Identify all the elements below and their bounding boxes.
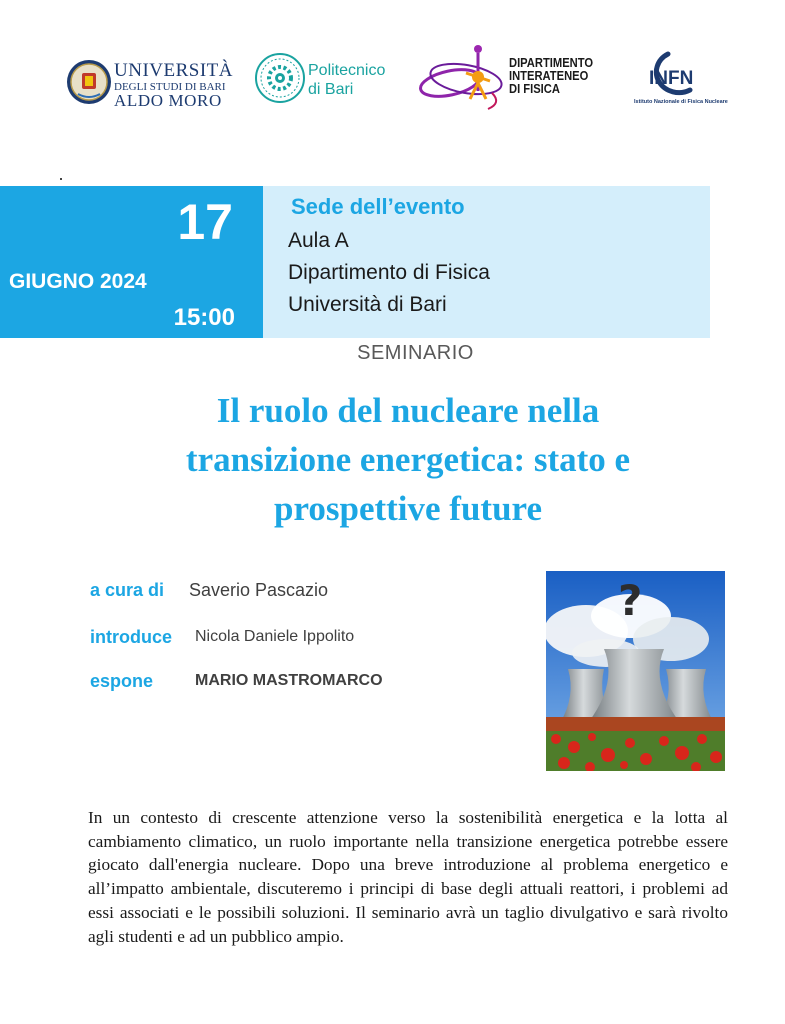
infn-swoosh-icon [632,50,710,96]
cooling-towers-photo [546,571,725,771]
event-month-year: GIUGNO 2024 [9,270,147,293]
event-day: 17 [177,194,233,250]
curator-name: Saverio Pascazio [189,580,329,600]
venue-block [263,186,710,338]
university-seal-icon [66,56,112,108]
svg-text:?: ? [618,576,643,625]
venue-room: Aula A [288,229,349,252]
logo-infn-name: INFN [649,68,694,89]
abstract-paragraph: In un contesto di crescente attenzione verso la sostenibilità energetica e la lotta al cambiamento climatico, un ruolo importante nella transizione energetica potrebbe essere giocato dall'energia nucleare. Dopo una breve introduzione al problema energetico e all’impatto ambientale, discuteremo i principi di base degli attuali reattori, i problemi ad essi associati e le possibili soluzioni. Il seminario avrà un taglio divulgativo e sarà rivolto agli studenti e ad un pubblico ampio. [88,808,728,946]
seminar-title-line: prospettive future [274,489,542,528]
logo-dif-line2: INTERATENEO [509,68,589,83]
logo-dif-line3: DI FISICA [509,81,560,96]
logo-dif-line1: DIPARTIMENTO [509,55,594,70]
logo-dif-text [509,56,593,95]
logo-infn [632,50,762,110]
date-block [0,186,263,338]
logo-poliba-line1: Politecnico [308,62,386,79]
logo-politecnico-bari [254,48,394,110]
logo-infn-subtitle: Istituto Nazionale di Fisica Nucleare [634,99,728,105]
logo-poliba-line2: di Bari [308,81,354,98]
venue-university: Università di Bari [288,293,447,316]
venue-department: Dipartimento di Fisica [288,261,490,284]
gear-seal-icon [254,50,306,106]
seminar-title-line: Il ruolo del nucleare nella [216,391,600,430]
introducer-label: introduce [90,627,173,647]
seminar-title [40,386,776,533]
stray-dot [60,178,62,180]
event-time: 15:00 [173,304,235,331]
logo-uniba-line1: UNIVERSITÀ [114,60,233,81]
logo-uniba-line3: ALDO MORO [114,91,222,110]
introducer-name: Nicola Daniele Ippolito [195,628,355,645]
curator-label: a cura di [90,580,165,600]
venue-title: Sede dell’evento [291,194,465,219]
logo-universita-bari [66,54,233,110]
orbit-figure-icon [418,43,508,115]
seminar-title-line: transizione energetica: stato e [185,440,631,479]
seminar-kind: SEMINARIO [357,342,474,364]
logo-dipartimento-fisica [418,43,608,115]
speaker-name: MARIO MASTROMARCO [195,672,383,689]
speaker-label: espone [90,671,154,691]
logo-uniba-line2: DEGLI STUDI DI BARI [114,81,226,93]
